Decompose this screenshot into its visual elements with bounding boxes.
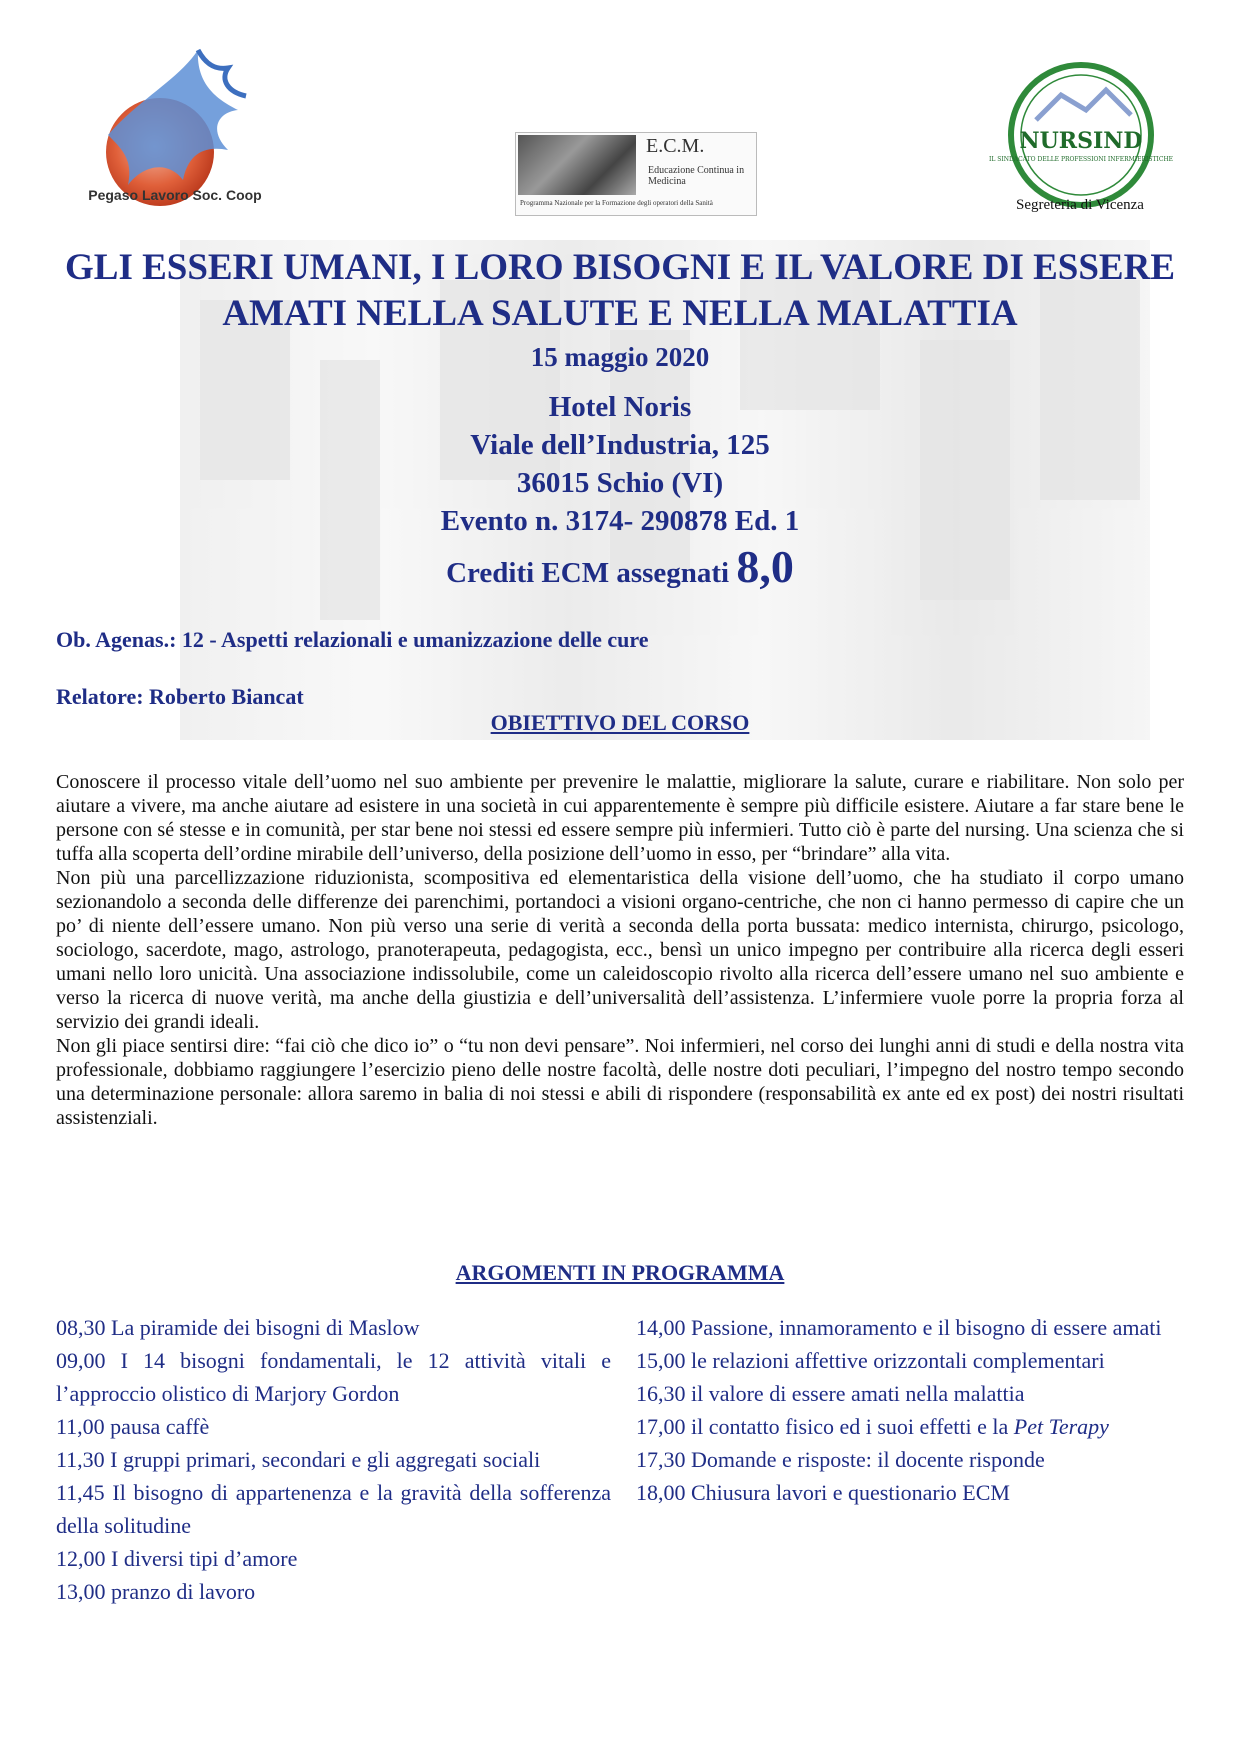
programma-item: 11,00 pausa caffè (56, 1414, 210, 1439)
venue-block (0, 388, 1240, 540)
venue-name: Hotel Noris (548, 391, 692, 423)
venue-address: Viale dell’Industria, 125 (470, 429, 770, 461)
programma-item-italic: Pet Terapy (1013, 1414, 1109, 1439)
obiettivo-agenas: Ob. Agenas.: 12 - Aspetti relazionali e umanizzazione delle cure (56, 627, 649, 652)
obiettivo-paragraph: Conoscere il processo vitale dell’uomo nel suo ambiente per prevenire le malattie, migliorare la salute, curare e riabilitare. Non solo per aiutare a vivere, ma anche aiutare ad esistere in una società in cui apparentemente è sempre più difficile esistere. Aiutare a far stare bene le persone con sé stesse e in comunità, per star bene noi stessi ed essere sempre più infermieri. Tutto ciò è parte del nursing. Una scienza che si tuffa alla scoperta dell’ordine mirabile dell’universo, della posizione dell’uomo in esso, per “brindare” alla vita. (56, 771, 1184, 865)
obiettivo-paragraph: Non gli piace sentirsi dire: “fai ciò che dico io” o “tu non devi pensare”. Noi infermieri, nel corso dei lunghi anni di studi e della nostra vita professionale, dobbiamo raggiungere l’esercizio pieno delle nostre facoltà, delle nostre doti peculiari, l’impegno del nostro tempo secondo una determinazione personale: allora saremo in balia di noi stessi e abili di rispondere (responsabilità ex ante ed ex post) dei nostri risultati assistenziali. (56, 1035, 1184, 1129)
obiettivo-body (56, 770, 1184, 1130)
programma-item: 14,00 Passione, innamoramento e il bisogno di essere amati (636, 1315, 1162, 1340)
programma-item: 09,00 I 14 bisogni fondamentali, le 12 attività vitali e l’approccio olistico di Marjory Gordon (56, 1348, 611, 1406)
programma-right-column (636, 1311, 1187, 1509)
venue-city: 36015 Schio (VI) (516, 467, 724, 499)
nursind-logo-subtitle: IL SINDACATO DELLE PROFESSIONI INFERMIERISTICHE (988, 156, 1174, 163)
programma-item: 12,00 I diversi tipi d’amore (56, 1546, 298, 1571)
event-number: Evento n. 3174- 290878 Ed. 1 (440, 505, 800, 537)
ecm-logo (515, 132, 757, 216)
ecm-logo-subtitle: Educazione Continua in Medicina (648, 165, 745, 187)
ecm-logo-footer: Programma Nazionale per la Formazione degli operatori della Sanità (520, 199, 713, 207)
credits-line (0, 540, 1240, 593)
programma-left-column (56, 1311, 611, 1608)
programma-item: 16,30 il valore di essere amati nella malattia (636, 1381, 1025, 1406)
programma-item: 15,00 le relazioni affettive orizzontali complementari (636, 1348, 1105, 1373)
obiettivo-heading: OBIETTIVO DEL CORSO (490, 710, 750, 735)
ecm-photo (518, 135, 636, 195)
programma-item: 08,30 La piramide dei bisogni di Maslow (56, 1315, 420, 1340)
programma-item: 17,30 Domande e risposte: il docente risponde (636, 1447, 1045, 1472)
programma-item (636, 1410, 1187, 1443)
ecm-logo-title: E.C.M. (646, 135, 705, 157)
pegaso-label: Pegaso Lavoro Soc. Coop (88, 187, 262, 203)
programma-item: 13,00 pranzo di lavoro (56, 1579, 256, 1604)
pegaso-logo (88, 40, 258, 210)
programma-item: 11,30 I gruppi primari, secondari e gli aggregati sociali (56, 1447, 541, 1472)
nursind-logo-name: NURSIND (1019, 128, 1143, 154)
nursind-logo (988, 60, 1174, 210)
credits-label: Crediti ECM assegnati (446, 557, 730, 589)
event-title: GLI ESSERI UMANI, I LORO BISOGNI E IL VALORE DI ESSERE AMATI NELLA SALUTE E NELLA MALATTIA (64, 247, 1176, 334)
programma-item: 11,45 Il bisogno di appartenenza e la gravità della sofferenza della solitudine (56, 1480, 611, 1538)
credits-value: 8,0 (736, 541, 794, 592)
segreteria-label: Segreteria di Vicenza (1016, 197, 1144, 213)
obiettivo-paragraph: Non più una parcellizzazione riduzionista, scompositiva ed elementaristica della visione dell’uomo, che ha studiato il corpo umano sezionandolo a seconda delle differenze dei parenchimi, portandoci a visioni organo-centriche, che non ci hanno permesso di capire che un po’ di niente dell’essere umano. Non più verso una serie di verità a seconda della porta bussata: medico internista, chirurgo, psicologo, sociologo, sacerdote, mago, astrologo, pranoterapeuta, pedagogista, ecc., bensì un unico impegno per contribuire alla ricerca degli esseri umani nello loro unicità. Una associazione indissolubile, come un caleidoscopio rivolto alla ricerca dell’essere umano nel suo ambiente e verso la ricerca di nuove verità, ma anche della giustizia e dell’universalità dell’assistenza. L’infermiere vuole porre la propria forza al servizio dei grandi ideali. (56, 867, 1184, 1033)
programma-item-text: 17,00 il contatto fisico ed i suoi effetti e la (636, 1414, 1009, 1439)
programma-heading: ARGOMENTI IN PROGRAMMA (455, 1260, 785, 1285)
programma-item: 18,00 Chiusura lavori e questionario ECM (636, 1480, 1010, 1505)
relatore: Relatore: Roberto Biancat (56, 684, 304, 709)
event-date: 15 maggio 2020 (530, 342, 710, 372)
